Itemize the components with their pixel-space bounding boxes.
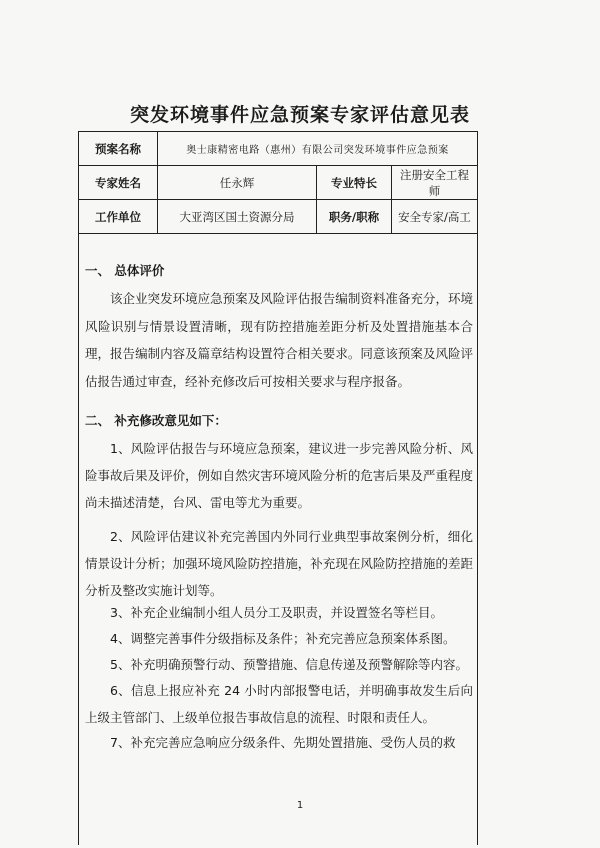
table-row [79, 132, 478, 166]
item-1-text: 1、风险评估报告与环境应急预案，建议进一步完善风险分析、风险事故后果及评价，例如自然灾害环境风险分析的危害后果及严重程度尚未描述清楚，台风、雷电等尤为重要。 [85, 441, 473, 510]
list-item [85, 625, 473, 652]
specialty-label: 专业特长 [317, 166, 392, 200]
list-item [85, 435, 473, 516]
expert-name-value: 任永辉 [158, 166, 317, 200]
item-4-text: 4、调整完善事件分级指标及条件；补充完善应急预案体系图。 [110, 631, 456, 646]
item-7-text: 7、补充完善应急响应分级条件、先期处置措施、受伤人员的救 [110, 735, 456, 750]
list-item [85, 599, 473, 626]
expert-name-label: 专家姓名 [79, 166, 158, 200]
position-value: 安全专家/高工 [392, 200, 478, 234]
document-title: 突发环境事件应急预案专家评估意见表 [129, 104, 470, 126]
opinion-body [78, 233, 478, 845]
page-number: 1 [296, 800, 304, 811]
table-row [79, 200, 478, 234]
list-item [85, 651, 473, 678]
position-label: 职务/职称 [317, 200, 392, 234]
list-item [85, 729, 473, 756]
plan-name-label: 预案名称 [79, 132, 158, 166]
specialty-value: 注册安全工程师 [392, 166, 478, 200]
section-1-heading: 一、 总体评价 [85, 263, 165, 278]
work-unit-label: 工作单位 [79, 200, 158, 234]
section-2-heading: 二、 补充修改意见如下： [85, 413, 227, 428]
section-1-text [85, 285, 473, 395]
item-2-text: 2、风险评估建议补充完善国内外同行业典型事故案例分析，细化情景设计分析；加强环境风险防控措施，补充现在风险防控措施的差距分析及整改实施计划等。 [85, 529, 473, 598]
work-unit-value: 大亚湾区国土资源分局 [158, 200, 317, 234]
item-5-text: 5、补充明确预警行动、预警措施、信息传递及预警解除等内容。 [110, 657, 468, 672]
list-item [85, 523, 473, 604]
info-table [78, 131, 478, 234]
list-item [85, 677, 473, 731]
table-row [79, 166, 478, 200]
item-6-text: 6、信息上报应补充 24 小时内部报警电话，并明确事故发生后向上级主管部门、上级单位报告事故信息的流程、时限和责任人。 [85, 683, 473, 725]
item-3-text: 3、补充企业编制小组人员分工及职责，并设置签名等栏目。 [110, 605, 443, 620]
plan-name-value: 奥士康精密电路（惠州）有限公司突发环境事件应急预案 [158, 132, 478, 166]
overall-evaluation-text: 该企业突发环境应急预案及风险评估报告编制资料准备充分，环境风险识别与情景设置清晰，现有防控措施差距分析及处置措施基本合理，报告编制内容及篇章结构设置符合相关要求。同意该预案及风险评估报告通过审查，经补充修改后可按相关要求与程序报备。 [85, 291, 473, 389]
